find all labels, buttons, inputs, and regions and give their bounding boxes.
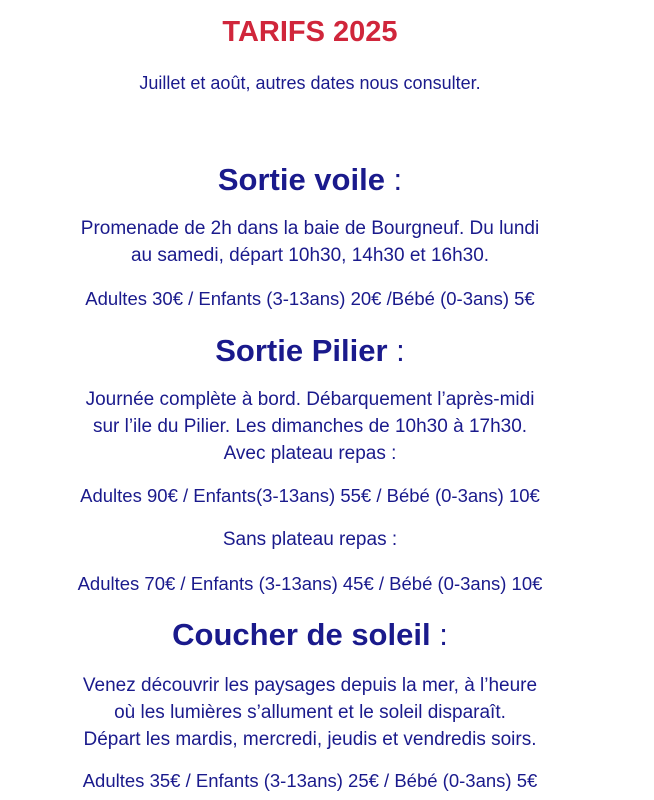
description-line: où les lumières s’allument et le soleil disparaît.: [114, 702, 506, 723]
section-heading-sortie-pilier: [0, 333, 620, 369]
section-heading-coucher-de-soleil: [0, 617, 620, 653]
description-line: sur l’ile du Pilier. Les dimanches de 10h30 à 17h30.: [92, 416, 528, 437]
description-line: Départ les mardis, mercredi, jeudis et vendredis soirs.: [83, 729, 537, 750]
section-heading-sortie-voile: [0, 162, 620, 198]
alt-option-label: Sans plateau repas :: [222, 529, 398, 550]
price-line: Adultes 35€ / Enfants (3-13ans) 25€ / Bébé (0-3ans) 5€: [82, 770, 538, 791]
description-line: au samedi, départ 10h30, 14h30 et 16h30.: [130, 245, 490, 266]
description-line: Avec plateau repas :: [223, 443, 397, 464]
description-line: Venez découvrir les paysages depuis la mer, à l’heure: [82, 675, 538, 696]
description-line: Promenade de 2h dans la baie de Bourgneuf. Du lundi: [80, 218, 540, 239]
heading-colon: :: [430, 617, 448, 652]
dates-note: Juillet et août, autres dates nous consulter.: [139, 73, 481, 93]
section-heading-text: Sortie Pilier: [215, 333, 388, 368]
price-line: Adultes 70€ / Enfants (3-13ans) 45€ / Bébé (0-3ans) 10€: [77, 573, 543, 594]
section-heading-text: Coucher de soleil: [172, 617, 431, 652]
description-line: Journée complète à bord. Débarquement l’après-midi: [85, 389, 535, 410]
heading-colon: :: [384, 162, 403, 197]
price-line: Adultes 30€ / Enfants (3-13ans) 20€ /Bébé (0-3ans) 5€: [85, 288, 535, 309]
price-line: Adultes 90€ / Enfants(3-13ans) 55€ / Bébé (0-3ans) 10€: [80, 485, 540, 506]
page-title: TARIFS 2025: [222, 16, 398, 48]
heading-colon: :: [387, 333, 405, 368]
section-heading-text: Sortie voile: [217, 162, 385, 197]
